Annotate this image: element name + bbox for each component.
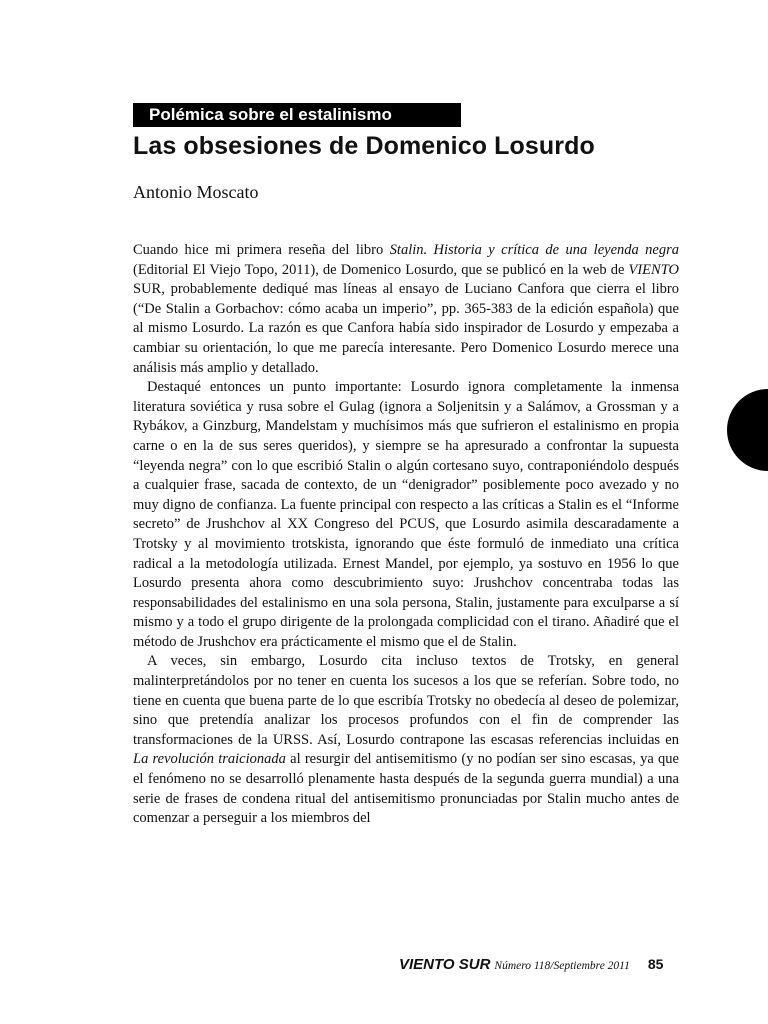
thumb-index-tab — [727, 389, 768, 471]
article-author: Antonio Moscato — [133, 182, 259, 202]
article-body — [133, 241, 679, 829]
paragraph-2: Destaqué entonces un punto importante: Losurdo ignora completamente la inmensa literatura soviética y rusa sobre el Gulag (ignora a Soljenitsin y a Salámov, a Grossman y a Rybákov, a Ginzburg, Mandelstam y muchísimos más que sufrieron el estalinismo en propia carne o en la de sus seres queridos), y siempre se ha apresurado a confrontar la supuesta “leyenda negra” con lo que escribió Stalin o algún cortesano suyo, contraponiéndolo después a cualquier frase, sacada de contexto, de un “denigrador” posiblemente poco avezado y no muy digno de confianza. La fuente principal con respecto a las críticas a Stalin es el “Informe secreto” de Jrushchov al XX Congreso del PCUS, que Losurdo asimila descaradamente a Trotsky y al movimiento trotskista, ignorando que éste formuló de inmediato una crítica radical a la metodología utilizada. Ernest Mandel, por ejemplo, ya sostuvo en 1956 lo que Losurdo presenta ahora como descubrimiento suyo: Jrushchov concentraba todas las responsabilidades del estalinismo en una sola persona, Stalin, justamente para exculparse a sí mismo y a todo el grupo dirigente de la prolongada complicidad con el tirano. Añadiré que el método de Jrushchov era prácticamente el mismo que el de Stalin. — [133, 379, 679, 650]
footer-issue: Número 118/Septiembre 2011 — [494, 960, 630, 972]
paragraph-1 — [133, 241, 679, 378]
magazine-name-inline: VIENTO — [628, 261, 679, 278]
page-number: 85 — [647, 956, 664, 972]
footer-magazine-name: VIENTO SUR — [399, 956, 491, 973]
paragraph-3-text-b: al resurgir del antisemitismo (y no podían ser sino escasas, ya que el fenómeno no se desarrolló plenamente hasta después de la segunda guerra mundial) a una serie de frases de condena ritual del antisemitismo pronunciadas por Stalin mucho antes de comenzar a perseguir a los miembros del — [133, 751, 679, 827]
paragraph-1-text-b: (Editorial El Viejo Topo, 2011), de Domenico Losurdo, que se publicó en la web de — [133, 261, 629, 278]
book-title: Stalin. Historia y crítica de una leyenda negra — [389, 242, 679, 258]
paragraph-1-text-a: Cuando hice mi primera reseña del libro — [133, 242, 390, 258]
paragraph-3 — [133, 652, 679, 828]
paragraph-1-text-c: SUR, probablemente dediqué mas líneas al ensayo de Luciano Canfora que cierra el libro (“De Stalin a Gorbachov: cómo acaba un imperio”, pp. 365-383 de la edición española) que al mismo Losurdo. La razón es que Canfora había sido inspirador de Losurdo y empezaba a cambiar su orientación, lo que me parecía interesante. Pero Domenico Losurdo merece una análisis más amplio y detallado. — [133, 281, 679, 376]
section-label: Polémica sobre el estalinismo — [133, 103, 461, 127]
article-title: Las obsesiones de Domenico Losurdo — [133, 132, 595, 160]
page-footer — [399, 954, 663, 974]
paragraph-3-text-a: A veces, sin embargo, Losurdo cita incluso textos de Trotsky, en general malinterpretándolos por no tener en cuenta los sucesos a los que se referían. Sobre todo, no tiene en cuenta que buena parte de lo que escribía Trotsky no obedecía al deseo de polemizar, sino que pretendía analizar los procesos profundos con el fin de comprender las transformaciones de la URSS. Así, Losurdo contrapone las escasas referencias incluidas en — [133, 653, 679, 748]
book-title-trotsky: La revolución traicionada — [133, 751, 286, 768]
